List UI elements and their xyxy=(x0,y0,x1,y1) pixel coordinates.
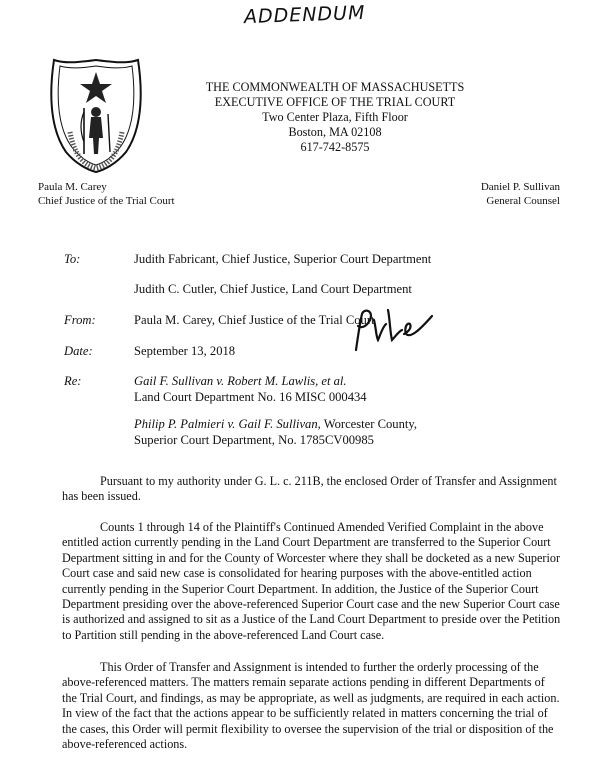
memo-to-recipient-2: Judith C. Cutler, Chief Justice, Land Court Department xyxy=(134,282,412,296)
memo-to-recipient-1: Judith Fabricant, Chief Justice, Superior Court Department xyxy=(134,252,432,266)
memo-re-case-2: Philip P. Palmieri v. Gail F. Sullivan xyxy=(134,417,318,431)
paragraph-counts-line: entitled action currently pending in the Land Court Department are transferred to the Superior Court xyxy=(62,535,551,550)
paragraph-order-line: In view of the fact that the actions appear to be sufficiently related in matters concerning the trial of xyxy=(62,706,548,721)
letterhead-phone: 617-742-8575 xyxy=(300,140,370,154)
general-counsel-title: General Counsel xyxy=(486,195,560,207)
paragraph-order-line: the Trial Court, and findings, as may be appropriate, as well as judgments, are required in each action. xyxy=(62,690,560,705)
chief-justice-title: Chief Justice of the Trial Court xyxy=(38,195,175,207)
paragraph-order-line: above-referenced matters. The matters remain separate actions pending in different Departments of xyxy=(62,675,545,690)
letterhead-commonwealth: THE COMMONWEALTH OF MASSACHUSETTS xyxy=(205,80,465,94)
paragraph-authority xyxy=(62,474,557,505)
commonwealth-seal-icon xyxy=(46,56,146,174)
paragraph-order-purpose xyxy=(62,660,560,752)
paragraph-counts-transfer xyxy=(62,520,561,643)
paragraph-order-line: the cases, this Order will permit flexibility to oversee the supervision of the trial or disposition of the xyxy=(62,721,554,736)
memo-re-docket-1: Land Court Department No. 16 MISC 000434 xyxy=(134,390,367,404)
paragraph-authority-line: Pursuant to my authority under G. L. c. 211B, the enclosed Order of Transfer and Assignment xyxy=(100,474,557,488)
memo-re-county-2: , Worcester County, xyxy=(317,417,418,431)
chief-justice-name: Paula M. Carey xyxy=(38,181,107,193)
memo-date-value: September 13, 2018 xyxy=(134,344,236,358)
paragraph-counts-line: to Partition still pending in the above-referenced Land Court case. xyxy=(62,627,385,642)
memo-from-label: From: xyxy=(64,313,96,327)
paragraph-authority-line: has been issued. xyxy=(62,489,141,504)
letterhead-address-city: Boston, MA 02108 xyxy=(288,125,382,139)
memo-to-label: To: xyxy=(64,252,81,266)
paragraph-order-line: above-referenced actions. xyxy=(62,737,188,752)
general-counsel-name: Daniel P. Sullivan xyxy=(480,181,560,193)
memo-re-docket-2: Superior Court Department, No. 1785CV00985 xyxy=(134,433,374,447)
chief-justice-block xyxy=(38,180,175,208)
paragraph-order-line: This Order of Transfer and Assignment is intended to further the orderly processing of the xyxy=(100,660,539,674)
paragraph-counts-line: is authorized and assigned to sit as a Justice of the Land Court Department to preside over the Petition xyxy=(62,612,561,627)
memo-from-value: Paula M. Carey, Chief Justice of the Trial Court xyxy=(134,313,375,327)
general-counsel-block xyxy=(481,180,560,208)
paragraph-counts-line: Counts 1 through 14 of the Plaintiff's Continued Amended Verified Complaint in the above xyxy=(100,520,544,534)
memo-re-label: Re: xyxy=(64,374,82,388)
memo-date-label: Date: xyxy=(64,344,93,358)
letterhead xyxy=(170,80,500,155)
memo-re-case-1: Gail F. Sullivan v. Robert M. Lawlis, et al. xyxy=(134,374,347,388)
handwritten-addendum-heading: ADDENDUM xyxy=(243,1,366,29)
paragraph-counts-line: Department sitting in and for the County of Worcester where they shall be docketed as a new Superior xyxy=(62,550,560,565)
letterhead-office: EXECUTIVE OFFICE OF THE TRIAL COURT xyxy=(214,95,456,109)
paragraph-counts-line: Department presiding over the above-referenced Superior Court case and the new Superior Court case xyxy=(62,597,560,612)
paragraph-counts-line: currently pending in the Superior Court Department. In addition, the Justice of the Superior Court xyxy=(62,581,539,596)
handwritten-initials-signature xyxy=(352,306,434,352)
paragraph-counts-line: Court case and said new case is consolidated for hearing purposes with the above-entitled action xyxy=(62,566,532,581)
letterhead-address-street: Two Center Plaza, Fifth Floor xyxy=(262,110,408,124)
